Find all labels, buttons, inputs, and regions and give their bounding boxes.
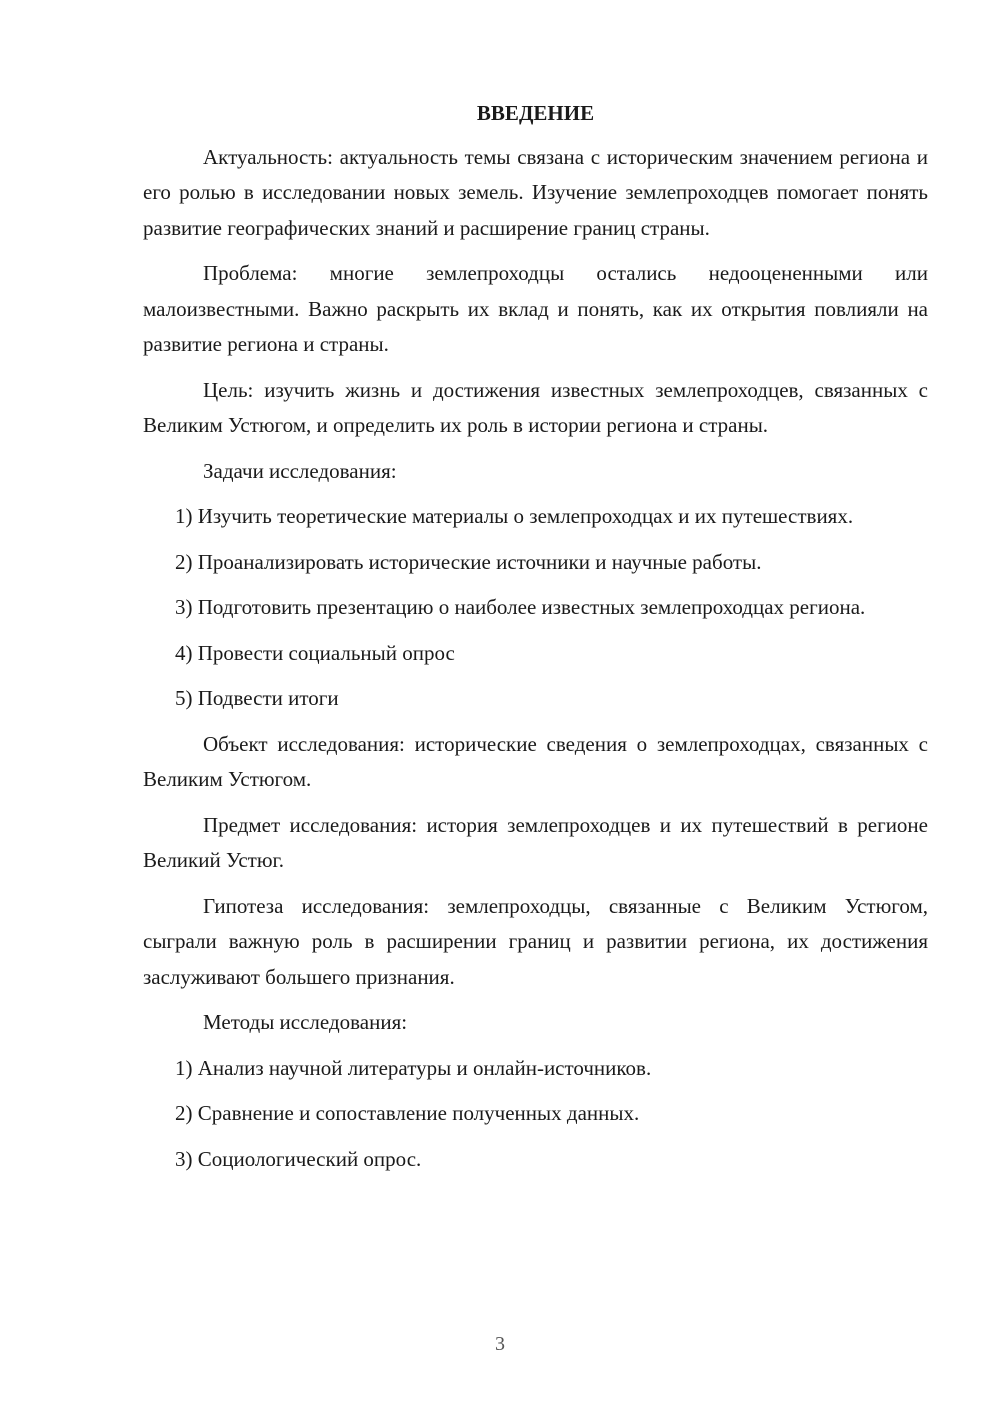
paragraph-object: Объект исследования: исторические сведения о землепроходцах, связанных с Великим Устюгом. [143,731,928,791]
paragraph-goal: Цель: изучить жизнь и достижения известных землепроходцев, связанных с Великим Устюгом, и определить их роль в истории региона и страны. [143,377,928,437]
list-item-task-1: 1) Изучить теоретические материалы о землепроходцах и их путешествиях. [175,504,854,528]
paragraph-tasks-heading: Задачи исследования: [203,458,397,483]
list-item-method-1: 1) Анализ научной литературы и онлайн-источников. [175,1055,652,1080]
section-title: ВВЕДЕНИЕ [476,101,595,125]
paragraph-subject: Предмет исследования: история землепроходцев и их путешествий в регионе Великий Устюг. [143,812,928,872]
paragraph-problem: Проблема: многие землепроходцы остались недооцененными или малоизвестными. Важно раскрыть их вклад и понять, как их открытия повлияли на развитие региона и страны. [143,261,928,356]
paragraph-relevance: Актуальность: актуальность темы связана с историческим значением региона и его ролью в исследовании новых земель. Изучение землепроходцев помогает понять развитие географических знаний и расширение границ страны. [143,144,928,240]
list-item-task-4: 4) Провести социальный опрос [175,640,455,665]
document-page [143,96,928,1187]
list-item-method-2: 2) Сравнение и сопоставление полученных данных. [175,1101,640,1125]
paragraph-hypothesis: Гипотеза исследования: землепроходцы, связанные с Великим Устюгом, сыграли важную роль в расширении границ и развитии региона, их достижения заслуживают большего признания. [143,893,928,989]
list-item-task-5: 5) Подвести итоги [175,686,339,710]
list-item-method-3: 3) Социологический опрос. [175,1146,422,1171]
page-number: 3 [495,1333,505,1355]
paragraph-methods-heading: Методы исследования: [203,1010,408,1034]
list-item-task-3: 3) Подготовить презентацию о наиболее известных землепроходцах региона. [175,595,866,619]
list-item-task-2: 2) Проанализировать исторические источники и научные работы. [175,549,762,574]
